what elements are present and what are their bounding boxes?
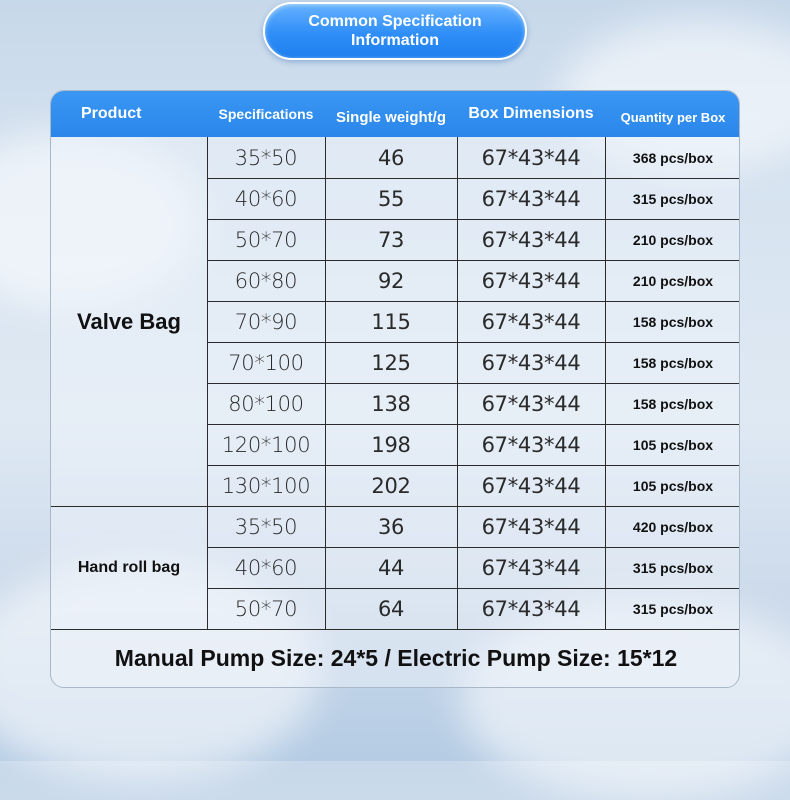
- box-dimensions-cell: 67*43*44: [481, 268, 581, 293]
- box-dimensions-cell: 67*43*44: [481, 227, 581, 252]
- row-divider: [207, 588, 740, 589]
- box-dimensions-cell: 67*43*44: [481, 596, 581, 621]
- spec-cell: 40*60: [234, 555, 298, 580]
- quantity-cell: 158 pcs/box: [632, 354, 714, 371]
- spec-cell: 35*50: [234, 514, 298, 539]
- page-title-line-1: Common Specification: [308, 13, 482, 30]
- weight-cell: 55: [377, 186, 405, 211]
- header-product: Product: [81, 105, 142, 122]
- quantity-cell: 368 pcs/box: [632, 149, 714, 166]
- quantity-cell: 210 pcs/box: [632, 231, 714, 248]
- quantity-cell: 105 pcs/box: [632, 436, 714, 453]
- weight-cell: 202: [371, 473, 411, 498]
- quantity-cell: 315 pcs/box: [632, 600, 714, 617]
- column-divider: [605, 137, 606, 629]
- weight-cell: 73: [377, 227, 405, 252]
- weight-cell: 36: [377, 514, 405, 539]
- spec-cell: 70*90: [234, 309, 298, 334]
- header-box-dimensions: Box Dimensions: [468, 105, 594, 122]
- box-dimensions-cell: 67*43*44: [481, 514, 581, 539]
- box-dimensions-cell: 67*43*44: [481, 186, 581, 211]
- weight-cell: 44: [377, 555, 405, 580]
- pump-size-note: Manual Pump Size: 24*5 / Electric Pump Size: 15*12: [114, 644, 678, 671]
- column-divider: [325, 137, 326, 629]
- row-divider: [207, 342, 740, 343]
- row-divider: [207, 424, 740, 425]
- header-specifications: Specifications: [218, 106, 314, 122]
- row-divider: [207, 383, 740, 384]
- box-dimensions-cell: 67*43*44: [481, 555, 581, 580]
- weight-cell: 92: [377, 268, 405, 293]
- quantity-cell: 315 pcs/box: [632, 559, 714, 576]
- page-title: [263, 2, 527, 60]
- quantity-cell: 158 pcs/box: [632, 313, 714, 330]
- spec-cell: 40*60: [234, 186, 298, 211]
- row-divider: [207, 260, 740, 261]
- product-group-label: Hand roll bag: [77, 558, 181, 576]
- quantity-cell: 420 pcs/box: [632, 518, 714, 535]
- spec-cell: 35*50: [234, 145, 298, 170]
- quantity-cell: 315 pcs/box: [632, 190, 714, 207]
- quantity-cell: 158 pcs/box: [632, 395, 714, 412]
- spec-cell: 50*70: [234, 227, 298, 252]
- weight-cell: 198: [371, 432, 411, 457]
- column-divider: [457, 137, 458, 629]
- spec-cell: 70*100: [228, 350, 304, 375]
- box-dimensions-cell: 67*43*44: [481, 309, 581, 334]
- quantity-cell: 210 pcs/box: [632, 272, 714, 289]
- spec-cell: 50*70: [234, 596, 298, 621]
- weight-cell: 46: [377, 145, 405, 170]
- header-single-weight: Single weight/g: [335, 108, 446, 126]
- box-dimensions-cell: 67*43*44: [481, 145, 581, 170]
- row-divider: [207, 301, 740, 302]
- spec-cell: 120*100: [221, 432, 311, 457]
- row-divider: [207, 547, 740, 548]
- spec-cell: 60*80: [234, 268, 298, 293]
- page-title-line-2: Information: [350, 32, 439, 49]
- spec-cell: 130*100: [221, 473, 311, 498]
- weight-cell: 125: [371, 350, 411, 375]
- product-group-label: Valve Bag: [77, 308, 181, 334]
- row-divider: [207, 465, 740, 466]
- specification-table: [50, 90, 740, 688]
- box-dimensions-cell: 67*43*44: [481, 432, 581, 457]
- row-divider: [207, 178, 740, 179]
- column-divider: [207, 137, 208, 629]
- box-dimensions-cell: 67*43*44: [481, 391, 581, 416]
- row-divider: [207, 219, 740, 220]
- header-quantity-per-box: Quantity per Box: [620, 109, 726, 125]
- box-dimensions-cell: 67*43*44: [481, 350, 581, 375]
- quantity-cell: 105 pcs/box: [632, 477, 714, 494]
- weight-cell: 115: [371, 309, 411, 334]
- table-header: [51, 91, 740, 137]
- weight-cell: 138: [371, 391, 411, 416]
- spec-cell: 80*100: [228, 391, 304, 416]
- box-dimensions-cell: 67*43*44: [481, 473, 581, 498]
- weight-cell: 64: [377, 596, 405, 621]
